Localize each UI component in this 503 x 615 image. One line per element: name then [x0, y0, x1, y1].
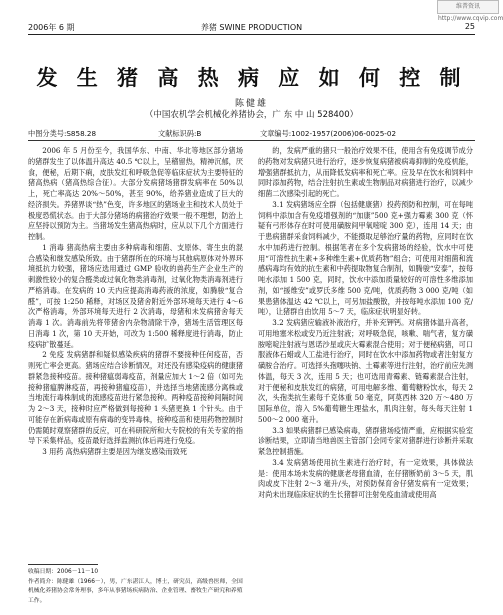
body-paragraph: 3.3 如果病猪群已感染病毒，猪群猪场疫情严重，应根据实验室诊断结果，立即请当地兽医主管部门会同专家对猪群进行诊断并采取紧急控制措施。	[258, 425, 473, 456]
body-column-left	[28, 146, 243, 558]
article-author: 陈健雄	[234, 99, 268, 109]
clc-number: 中图分类号:S858.28	[28, 129, 97, 138]
running-header	[28, 18, 475, 35]
issue-label: 2006年 6 期	[28, 23, 75, 32]
body-paragraph: 3.1 发病猪场应全群（包括健康猪）投药预防和控制，可在每吨饲料中添加含有免疫增强剂的“加康”500 克+强力霉素 300 克（怀疑有弓形体存在时可使用磺胺间甲氧嘧啶 300 克），连用 14 天；由于患病猪群采食饲料减少，不能摄取足够治疗量的药物，应同时在饮水中加药进行控制。根据笔者在多个发病猪场的经验，饮水中可使用“可溶性抗生素+多种维生素+优质药物”组合；可使用对细菌和流感病毒均有效的抗生素和中药提取物复合制剂，如腾骏“安泰”，按每吨水添加 1 500 克，同时，饮水中添加质量较好的可溶性多维添加剂，如“援维安”或罗氏多维 500 克/吨，优质药物 3 000 克/吨（如果患猪体温达 42 ℃以上，可另加盐酸散，并按每吨水添加 100 克/吨），让猪群自由饮用 5～7 天，临床症状明显好转。	[258, 199, 473, 317]
body-paragraph: 3.4 发病猪场使用抗生素进行治疗时，有一定效果，具体做法是：使用本场未发病的健康老母猪血清，在仔猪断奶前 3～5 天，肌肉或皮下注射 2～3 毫升/头，对预防保育舍仔猪发病有一定效果；对尚未出现临床症状的生长猪群可注射免疫血清或使用高	[258, 457, 473, 499]
footnote-divider	[28, 564, 98, 565]
article-id: 文章编号:1002-1957(2006)06-0025-02	[260, 129, 397, 138]
body-paragraph: 3.2 发病猪应输液补液治疗，并补充钾钙。对病猪体温升高者，可用地塞米松或安乃近注射液；对呼吸急促，咳嗽、喘气者，复方磺胺嘧啶注射液与恩诺沙星或庆大霉素混合使用；对于便秘病猪，可口服液体石蜡或人工盐进行治疗，同时在饮水中添加药物或者注射复方磺胺合治疗。可选择头孢噻呋钠、土霉素等进行注射，治疗前应先测体温，每天 3 次，连用 5 天；也可选用青霉素、链霉素混合注射，对于便秘和皮肤发红的病猪，可用电解多维、葡萄糖粉饮水，每天 2 次，头孢类抗生素每千克体重 50 毫克，阿莫西林 320 万～480 万国际单位，溶入 5%葡萄糖生理盐水，肌肉注射，每头每天注射 1 500～2 000 毫升。	[258, 318, 473, 424]
page-number: 25	[464, 22, 475, 31]
body-paragraph: 3 用药 高热病猪群主要是因为继发感染而致死	[42, 447, 188, 456]
author-affiliation: （中国农机学会机械化养猪协会，广 东 中 山 528400）	[144, 110, 359, 120]
journal-name: 养猪 SWINE PRODUCTION	[200, 23, 303, 32]
body-paragraph: 1 消毒 猪高热病主要由多种病毒和细菌、支原体、寄生虫的混合感染和继发感染所致。由于猪群所在的环境与其他病原体对外界环境抵抗力较强，猪场应选用通过 GMP 验收的兽药生产企业生产的刺激性较小的复合醛类或过氧化物类消毒剂，过氧化物类消毒剂进行严格消毒。在发病的 10 天内应提高消毒药液的浓度，如腾骏“复合醛”，可按 1:250 稀释，对场区及猪舍附近外部环境每天进行 4～6 次严格消毒，外部环境每天进行 2 次消毒，母猪和未发病猪舍每天消毒 1 次。消毒前先将带猪舍内杂物清除干净，猪场生活管理区每日消毒 1 次，第 10 天开始，可改为 1:500 稀释度进行消毒，防止疫病扩散蔓延。	[28, 242, 243, 349]
article-meta	[28, 128, 475, 141]
body-paragraph: 2 免疫 发病猪群和疑似感染疾病的猪群不要接种任何疫苗，否则死亡率会更高。猪场应结合诊断情况，对还没有感染疫病的健康猪群紧急接种疫苗。接种猪瘟弱毒疫苗，剂量应加大 1～2 倍（如可先接种猪瘟脾淋疫苗，再接种猪瘟疫苗），并选择当地猪流感分离株或当地流行毒株制成的流感疫苗进行紧急接种。两种疫苗接种间隔时间为 2～3 天，接种时应严格做到每接种 1 头猪更换 1 个针头。由于可能存在新病毒或原有病毒的变异毒株，接种疫苗和使用药物控制时仍需随时观察猪群的反应，可在科研院所和大专院校的有关专家的指导下采集样品，疫苗最好选择监测抗体后再进行免疫。	[28, 350, 243, 446]
article-title: 发 生 猪 高 热 病 应 如 何 控 制	[36, 65, 467, 90]
received-date: 收稿日期：2006－11－10	[28, 569, 99, 575]
document-code: 文献标识码:B	[158, 129, 202, 138]
body-paragraph: 的，发病严重的猪只一般治疗效果不佳，使用含有免疫调节成分的药物对发病猪只进行治疗，逐步恢复病猪被病毒抑制的免疫机能，增强猪群抵抗力，从而降低发病率和死亡率。应及早在饮水和饲料中同时添加药物，结合注射抗生素或生物制品对病猪进行治疗，以减少细菌二次感染引起的死亡。	[258, 146, 473, 198]
watermark-stamp: 维普资讯 http://www.cqvip.com	[437, 0, 499, 14]
author-bio: 作者简介：陈健雄（1966－），男，广东湛江人，博士，研究员，高级兽医师，全国机械化养猪协会常务理事，多年从事猪场疾病防治、企业管理、畜牧生产研究和养殖工作。	[28, 578, 243, 604]
body-column-right	[258, 146, 473, 610]
body-paragraph: 2006 年 5 月份至今，我国华东、中南、华北等地区部分猪场的猪群发生了以体温升高达 40.5 ℃以上，呈稽留热，精神沉郁，厌食，便秘，后期下痢，皮肤发红和呼吸急促等临床症状为主要特征的猪高热病（猪高热综合征）。大部分发病猪场猪群发病率在 50%以上，死亡率高达 20%～50%，甚至 90%，给养猪业造成了巨大的经济损失。养猪界谈“热”色变，许多地区的猪场业主和技术人员处于极度恐慌状态。由于大部分猪场的病猪治疗效果一般不理想，防治上应坚持以预防为主。当猪场发生猪高热病时，应从以下几个方面进行控制。	[28, 146, 243, 241]
footnotes	[28, 568, 243, 606]
